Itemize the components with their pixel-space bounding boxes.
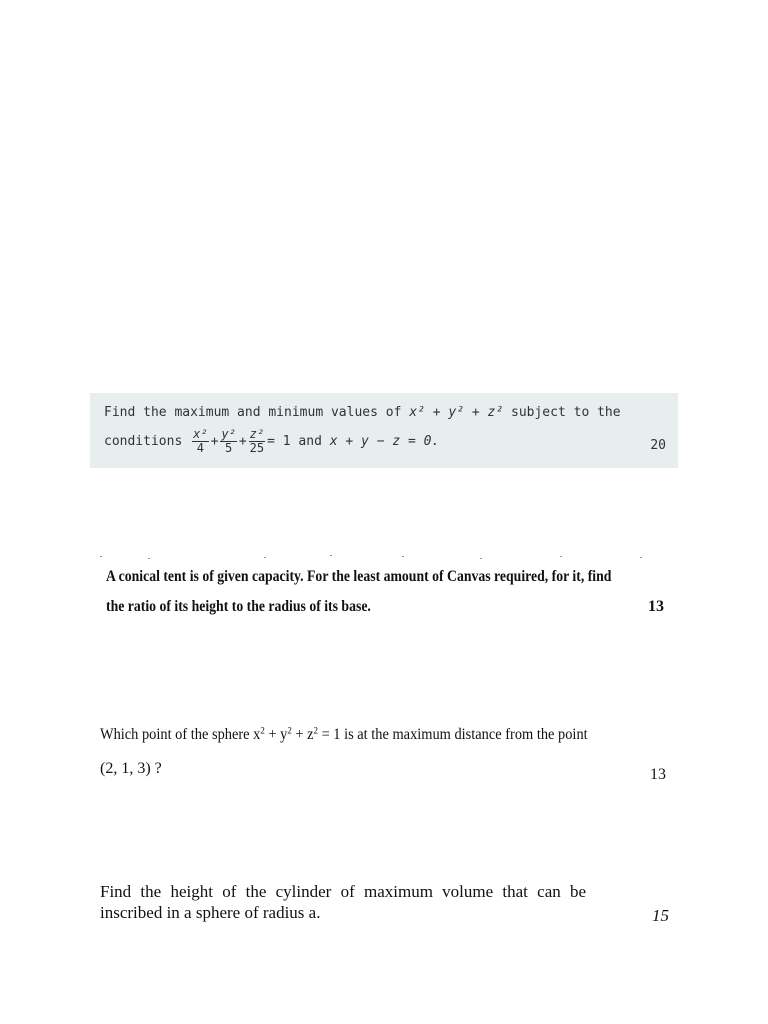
question-1-text: Find the maximum and minimum values of (104, 405, 402, 420)
scan-speck (264, 557, 266, 558)
question-1-condition: x + y − z = 0. (329, 433, 440, 449)
question-4-line-2: inscribed in a sphere of radius a. (100, 903, 321, 922)
question-1 (90, 393, 678, 468)
scan-speck (330, 555, 332, 556)
scan-speck (640, 557, 642, 558)
question-1-text-tail: subject to the (511, 405, 621, 420)
question-1-expression: x² + y² + z² (409, 405, 504, 420)
fraction-z: $\frac{\text{z²}}{25}$ (249, 427, 265, 455)
question-2-marks: 13 (648, 598, 664, 615)
question-2-line-2: the ratio of its height to the radius of its base. (106, 598, 371, 615)
question-1-marks: 20 (650, 438, 666, 453)
question-1-line-1 (104, 405, 621, 420)
scan-speck (480, 558, 482, 559)
fraction-y: $\frac{\text{y²}}{5}$ (221, 427, 236, 455)
scan-speck (148, 558, 150, 559)
question-2-line-1: A conical tent is of given capacity. For the least amount of Canvas required, for it, find (106, 568, 612, 585)
question-3-marks: 13 (650, 766, 666, 783)
question-4-line-1: Find the height of the cylinder of maximum volume that can be (100, 882, 587, 901)
scan-speck (100, 556, 102, 557)
question-3-line-1: Which point of the sphere $x^2 + y^2 + z^2 = 1$ is at the maximum distance from the point (100, 725, 588, 743)
fraction-x: $\frac{\text{x²}}{4}$ (193, 427, 208, 455)
question-3-line-2: (2, 1, 3) ? (100, 760, 162, 777)
scan-speck (560, 556, 562, 557)
question-4-marks: 15 (652, 906, 669, 925)
question-1-line-2: conditions $\frac{\text{x²}}{4}$ + $\frac{\text{y²}}{5}$ + $\frac{\text{z²}}{25}$ = 1 and x + y − z = 0. (104, 427, 440, 455)
question-1-conditions-label: conditions (104, 433, 183, 449)
scan-speck (402, 556, 404, 557)
question-1-equation: = 1 and (267, 433, 322, 449)
